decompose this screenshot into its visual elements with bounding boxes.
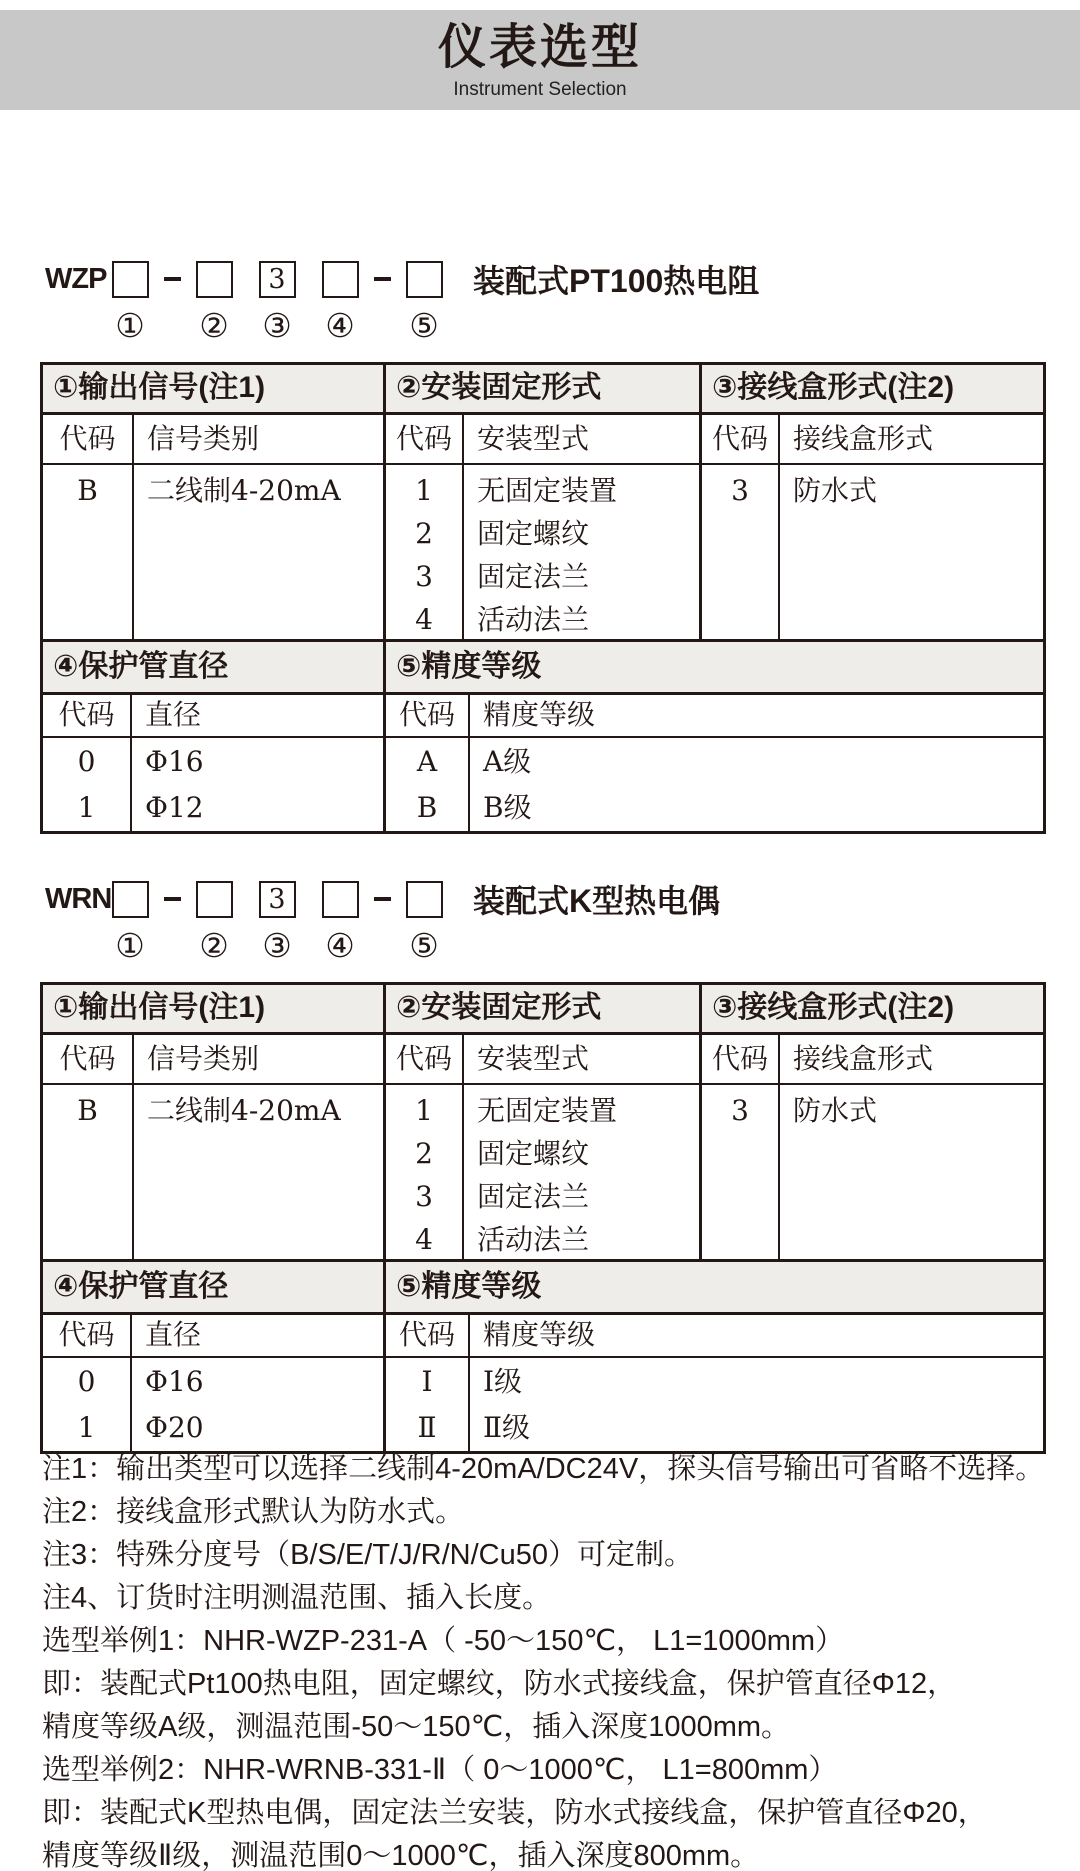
model-code-wzp bbox=[45, 260, 759, 343]
code-box-slot-3 bbox=[258, 261, 296, 298]
code-box-5 bbox=[406, 881, 443, 918]
column-header-mount-type: 安装型式 bbox=[462, 1035, 699, 1083]
code-value: 1 bbox=[415, 474, 433, 507]
position-number-5: ⑤ bbox=[409, 925, 439, 965]
position-number-4: ④ bbox=[325, 925, 355, 965]
code-value: 1 bbox=[415, 1094, 433, 1127]
column-header-code: 代码 bbox=[699, 415, 778, 463]
code-cell bbox=[383, 1358, 468, 1451]
code-box-5 bbox=[406, 261, 443, 298]
code-box-slot-4 bbox=[321, 261, 359, 298]
code-box-4 bbox=[322, 881, 359, 918]
position-number-row bbox=[45, 307, 759, 343]
code-box-3: 3 bbox=[259, 261, 296, 298]
item-label: 活动法兰 bbox=[477, 1223, 590, 1256]
dash-slot bbox=[149, 277, 195, 281]
code-cell bbox=[699, 465, 778, 639]
page-subtitle: Instrument Selection bbox=[453, 78, 627, 100]
code-box-slot-1 bbox=[111, 881, 149, 918]
section-header-junction-box: ③接线盒形式(注2) bbox=[699, 985, 1043, 1032]
position-number-row bbox=[45, 927, 720, 963]
column-header-code: 代码 bbox=[383, 1035, 462, 1083]
section-header-output-signal: ①输出信号(注1) bbox=[53, 371, 266, 404]
model-prefix: WZP bbox=[45, 262, 107, 295]
column-header-code: 代码 bbox=[383, 415, 462, 463]
table-column-header-row bbox=[43, 1315, 1043, 1358]
value-cell bbox=[468, 1358, 1043, 1451]
item-label: Φ16 bbox=[145, 745, 204, 778]
position-number-4: ④ bbox=[325, 305, 355, 345]
model-description: 装配式PT100热电阻 bbox=[473, 263, 760, 299]
position-number-1: ① bbox=[115, 925, 145, 965]
section-header-junction-box: ③接线盒形式(注2) bbox=[699, 365, 1043, 412]
position-number-5: ⑤ bbox=[409, 305, 439, 345]
selection-table-wzp bbox=[40, 362, 1046, 834]
code-value: 3 bbox=[415, 1180, 433, 1213]
item-label: Φ20 bbox=[145, 1411, 204, 1444]
note-3: 注3：特殊分度号（B/S/E/T/J/R/N/Cu50）可定制。 bbox=[42, 1539, 693, 1571]
code-value: 2 bbox=[415, 1137, 433, 1170]
value-cell bbox=[778, 1085, 1043, 1259]
code-box-slot-5 bbox=[405, 261, 443, 298]
position-number-2: ② bbox=[199, 925, 229, 965]
table-column-header-row bbox=[43, 415, 1043, 465]
code-value: A bbox=[416, 745, 438, 778]
table-body-row bbox=[43, 1085, 1043, 1262]
dash-slot bbox=[149, 897, 195, 901]
code-value: 0 bbox=[77, 1365, 96, 1398]
code-box-1 bbox=[112, 881, 149, 918]
dash-slot bbox=[359, 277, 405, 281]
value-cell bbox=[132, 1085, 383, 1259]
section-header-output-signal: ①输出信号(注1) bbox=[53, 991, 266, 1024]
dash bbox=[164, 897, 181, 901]
section-header-accuracy: ⑤精度等级 bbox=[383, 1262, 1043, 1312]
page-title: 仪表选型 bbox=[437, 21, 642, 74]
code-value: 3 bbox=[415, 560, 433, 593]
selection-example-1-detail-2: 精度等级A级，测温范围-50～150℃，插入深度1000mm。 bbox=[42, 1711, 791, 1743]
value-cell bbox=[778, 465, 1043, 639]
column-header-signal-type: 信号类别 bbox=[132, 1035, 383, 1083]
table-body-row bbox=[43, 1358, 1043, 1451]
code-value: 3 bbox=[731, 474, 749, 507]
note-1: 注1：输出类型可以选择二线制4-20mA/DC24V，探头信号输出可省略不选择。 bbox=[42, 1453, 1045, 1485]
table-column-header-row bbox=[43, 1035, 1043, 1085]
item-label: 固定法兰 bbox=[477, 1180, 590, 1213]
position-number-2: ② bbox=[199, 305, 229, 345]
code-value: 4 bbox=[415, 603, 433, 636]
note-2: 注2：接线盒形式默认为防水式。 bbox=[42, 1496, 465, 1528]
item-label: 防水式 bbox=[793, 474, 878, 507]
column-header-mount-type: 安装型式 bbox=[462, 415, 699, 463]
table-section-header-row bbox=[43, 642, 1043, 695]
selection-example-1: 选型举例1：NHR-WZP-231-A（ -50～150℃， L1=1000mm） bbox=[42, 1625, 845, 1657]
code-value: 1 bbox=[77, 791, 96, 824]
dash bbox=[374, 897, 391, 901]
table-section-header-row bbox=[43, 1262, 1043, 1315]
table-section-header-row bbox=[43, 365, 1043, 415]
code-value: B bbox=[77, 1094, 98, 1127]
value-cell bbox=[130, 738, 383, 831]
code-cell bbox=[43, 1085, 132, 1259]
item-label: 无固定装置 bbox=[477, 474, 618, 507]
code-value: 2 bbox=[415, 517, 433, 550]
value-cell bbox=[132, 465, 383, 639]
item-label: B级 bbox=[483, 791, 532, 824]
table-body-row bbox=[43, 465, 1043, 642]
value-cell bbox=[468, 738, 1043, 831]
code-cell bbox=[383, 465, 462, 639]
selection-example-1-detail: 即：装配式Pt100热电阻，固定螺纹，防水式接线盒，保护管直径Φ12， bbox=[42, 1668, 957, 1700]
code-cell bbox=[43, 1358, 130, 1451]
item-label: 防水式 bbox=[793, 1094, 878, 1127]
code-value: Ⅱ bbox=[417, 1411, 437, 1444]
section-header-accuracy: ⑤精度等级 bbox=[383, 642, 1043, 692]
column-header-accuracy-grade: 精度等级 bbox=[468, 1315, 1043, 1356]
value-cell bbox=[462, 1085, 699, 1259]
model-code-row bbox=[45, 260, 759, 298]
table-body-row bbox=[43, 738, 1043, 831]
section-header-tube-diameter: ④保护管直径 bbox=[53, 1270, 229, 1303]
dash bbox=[374, 277, 391, 281]
dash-slot bbox=[359, 897, 405, 901]
item-label: 固定法兰 bbox=[477, 560, 590, 593]
table-column-header-row bbox=[43, 695, 1043, 738]
column-header-accuracy-grade: 精度等级 bbox=[468, 695, 1043, 736]
position-number-3: ③ bbox=[262, 305, 292, 345]
code-value: B bbox=[77, 474, 98, 507]
code-value: B bbox=[416, 791, 438, 824]
code-box-slot-3 bbox=[258, 881, 296, 918]
item-label: 活动法兰 bbox=[477, 603, 590, 636]
model-description: 装配式K型热电偶 bbox=[473, 883, 721, 919]
item-label: 固定螺纹 bbox=[477, 1137, 590, 1170]
column-header-signal-type: 信号类别 bbox=[132, 415, 383, 463]
code-box-slot-2 bbox=[195, 881, 233, 918]
code-cell bbox=[383, 738, 468, 831]
position-number-1: ① bbox=[115, 305, 145, 345]
model-code-wrn bbox=[45, 880, 720, 963]
code-cell bbox=[699, 1085, 778, 1259]
notes-section bbox=[42, 1448, 1058, 1871]
model-code-row bbox=[45, 880, 720, 918]
column-header-code: 代码 bbox=[58, 1318, 115, 1351]
column-header-code: 代码 bbox=[59, 1042, 116, 1075]
column-header-code: 代码 bbox=[699, 1035, 778, 1083]
section-header-mounting: ②安装固定形式 bbox=[383, 365, 699, 412]
code-box-slot-1 bbox=[111, 261, 149, 298]
code-box-3: 3 bbox=[259, 881, 296, 918]
code-value: 1 bbox=[77, 1411, 96, 1444]
section-header-mounting: ②安装固定形式 bbox=[383, 985, 699, 1032]
code-value: 3 bbox=[731, 1094, 749, 1127]
code-box-2 bbox=[196, 881, 233, 918]
code-value: 4 bbox=[415, 1223, 433, 1256]
selection-table-wrn bbox=[40, 982, 1046, 1454]
code-box-2 bbox=[196, 261, 233, 298]
item-label: Ⅰ级 bbox=[483, 1365, 523, 1398]
selection-example-2-detail-2: 精度等级Ⅱ级，测温范围0～1000℃，插入深度800mm。 bbox=[42, 1840, 760, 1871]
column-header-box-type: 接线盒形式 bbox=[778, 415, 1043, 463]
item-label: Φ16 bbox=[145, 1365, 204, 1398]
section-header-tube-diameter: ④保护管直径 bbox=[53, 650, 229, 683]
column-header-code: 代码 bbox=[59, 422, 116, 455]
column-header-code: 代码 bbox=[58, 698, 115, 731]
code-box-slot-5 bbox=[405, 881, 443, 918]
table-section-header-row bbox=[43, 985, 1043, 1035]
column-header-code: 代码 bbox=[383, 1315, 468, 1356]
item-label: A级 bbox=[483, 745, 532, 778]
code-cell bbox=[43, 465, 132, 639]
item-label: Φ12 bbox=[145, 791, 204, 824]
selection-example-2-detail: 即：装配式K型热电偶，固定法兰安装，防水式接线盒，保护管直径Φ20， bbox=[42, 1797, 987, 1829]
value-cell bbox=[462, 465, 699, 639]
code-box-4 bbox=[322, 261, 359, 298]
code-cell bbox=[43, 738, 130, 831]
column-header-diameter: 直径 bbox=[130, 1315, 383, 1356]
value-cell bbox=[130, 1358, 383, 1451]
item-label: 无固定装置 bbox=[477, 1094, 618, 1127]
column-header-diameter: 直径 bbox=[130, 695, 383, 736]
code-value: 0 bbox=[77, 745, 96, 778]
page-header-banner bbox=[0, 10, 1080, 110]
dash bbox=[164, 277, 181, 281]
selection-example-2: 选型举例2：NHR-WRNB-331-Ⅱ（ 0～1000℃， L1=800mm） bbox=[42, 1754, 838, 1786]
code-value: Ⅰ bbox=[421, 1365, 433, 1398]
note-4: 注4、订货时注明测温范围、插入长度。 bbox=[42, 1582, 552, 1614]
column-header-box-type: 接线盒形式 bbox=[778, 1035, 1043, 1083]
item-label: 固定螺纹 bbox=[477, 517, 590, 550]
item-label: 二线制4-20mA bbox=[147, 474, 341, 507]
code-box-slot-4 bbox=[321, 881, 359, 918]
position-number-3: ③ bbox=[262, 925, 292, 965]
column-header-code: 代码 bbox=[383, 695, 468, 736]
model-prefix: WRN bbox=[45, 882, 112, 915]
code-box-slot-2 bbox=[195, 261, 233, 298]
item-label: 二线制4-20mA bbox=[147, 1094, 341, 1127]
code-cell bbox=[383, 1085, 462, 1259]
item-label: Ⅱ级 bbox=[483, 1411, 531, 1444]
code-box-1 bbox=[112, 261, 149, 298]
